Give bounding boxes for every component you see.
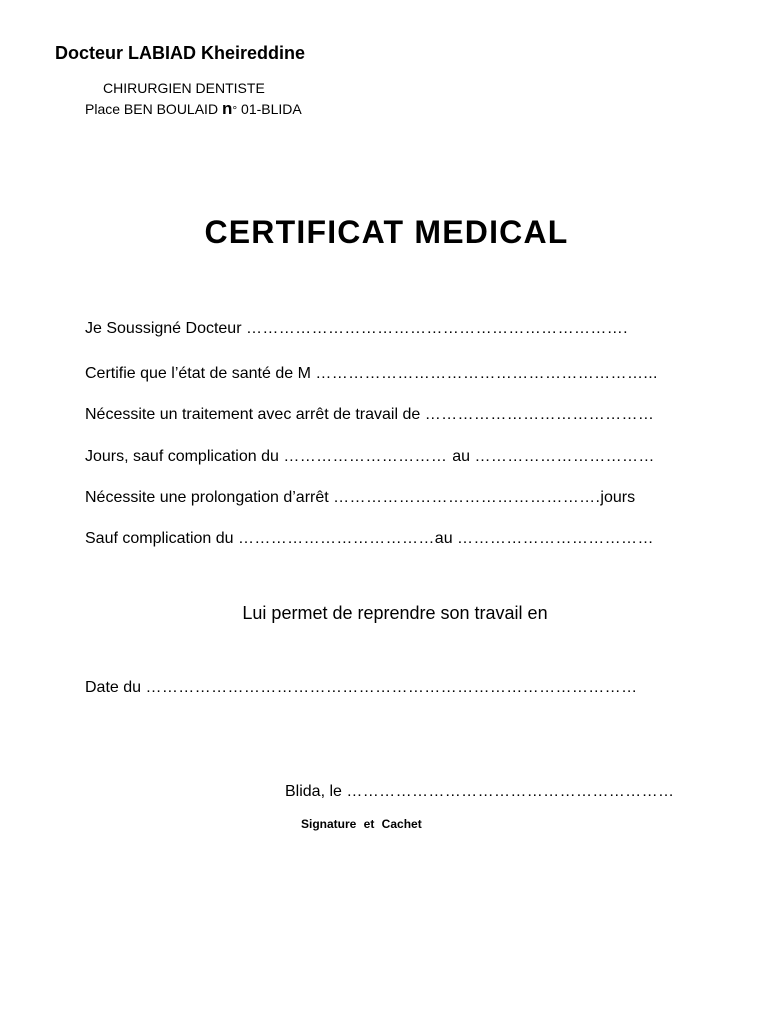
jours-label: Jours, sauf complication du xyxy=(85,448,284,465)
jours-blank-to: …………………………… xyxy=(474,448,655,465)
sauf-label: Sauf complication du xyxy=(85,530,238,547)
date-label: Date du xyxy=(85,679,146,696)
sauf-blank-from: ……………………………… xyxy=(237,530,435,547)
jours-au-label: au xyxy=(452,448,475,465)
jours-blank-from: ………………………… xyxy=(283,448,453,465)
place-date-blank: …………………………………………………… xyxy=(346,783,675,800)
sauf-au-label: au xyxy=(434,530,458,547)
field-line-place-date xyxy=(285,783,674,801)
field-line-necessite xyxy=(85,406,654,424)
prolongation-blank: …………………………………………. xyxy=(333,489,601,506)
field-line-soussigne xyxy=(85,320,628,338)
field-line-date xyxy=(85,679,637,697)
address-suffix: 01-BLIDA xyxy=(237,101,302,117)
doctor-specialty: CHIRURGIEN DENTISTE xyxy=(103,80,265,96)
document-title: CERTIFICAT MEDICAL xyxy=(204,214,569,250)
prolongation-label: Nécessite une prolongation d’arrêt xyxy=(85,489,334,506)
field-line-sauf-complication xyxy=(85,530,654,548)
address-prefix: Place BEN BOULAID xyxy=(85,101,222,117)
certifie-label: Certifie que l’état de santé de M xyxy=(85,365,316,382)
necessite-blank: …………………………………… xyxy=(424,406,655,423)
place-label: Blida, le xyxy=(285,783,347,800)
field-line-certifie xyxy=(85,365,658,383)
doctor-address xyxy=(85,99,302,119)
signature-label: Signature et Cachet xyxy=(301,817,422,831)
address-degree-sign: ° xyxy=(232,103,238,117)
soussigne-label: Je Soussigné Docteur xyxy=(85,320,246,337)
sauf-blank-to: ……………………………… xyxy=(457,530,654,547)
field-line-jours xyxy=(85,448,655,466)
resume-work-statement: Lui permet de reprendre son travail en xyxy=(242,603,548,623)
address-number-sign: n xyxy=(221,99,233,118)
field-line-prolongation xyxy=(85,489,635,507)
certifie-blank: ……………………………………………………... xyxy=(315,365,658,382)
prolongation-jours-suffix: jours xyxy=(600,489,636,506)
date-blank: ……………………………………………………………………………… xyxy=(145,679,638,696)
soussigne-blank: ……………………………………………………………. xyxy=(245,320,629,337)
necessite-label: Nécessite un traitement avec arrêt de travail de xyxy=(85,406,425,423)
doctor-name: Docteur LABIAD Kheireddine xyxy=(55,43,306,63)
